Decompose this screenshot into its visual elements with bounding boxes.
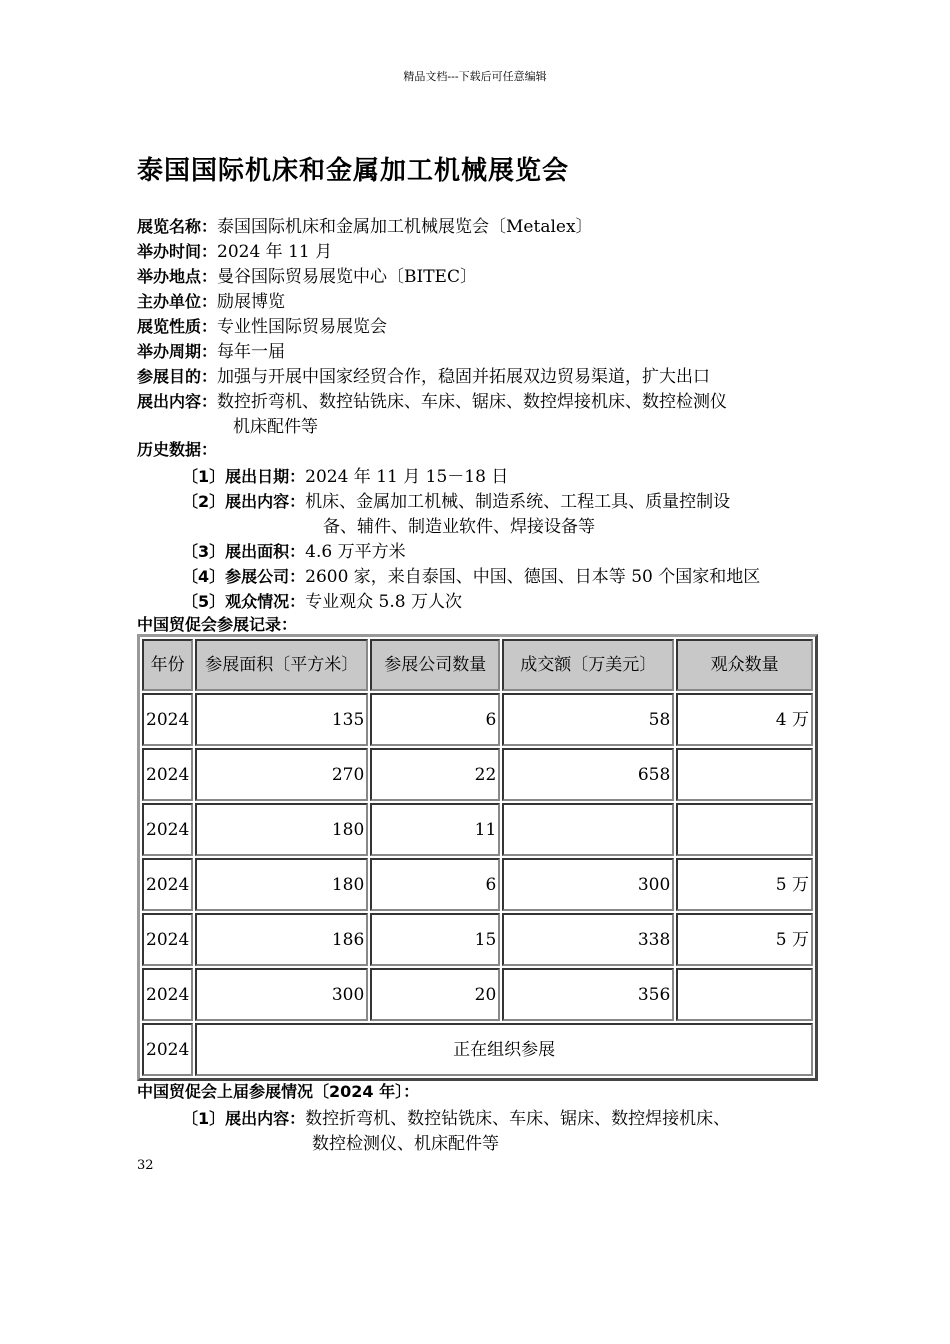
info-label: 展览性质： bbox=[137, 317, 218, 336]
history-item-label: 〔3〕展出面积： bbox=[182, 542, 306, 561]
info-value: 专业性国际贸易展览会 bbox=[217, 317, 388, 337]
cell-visitors bbox=[676, 748, 813, 801]
info-row-time bbox=[137, 237, 332, 262]
history-item bbox=[182, 537, 406, 562]
info-label: 参展目的： bbox=[137, 367, 218, 386]
col-companies: 参展公司数量 bbox=[370, 639, 500, 691]
cell-status: 正在组织参展 bbox=[195, 1023, 813, 1076]
info-row-nature bbox=[137, 312, 387, 337]
col-visitors: 观众数量 bbox=[676, 639, 813, 691]
info-row-name bbox=[137, 212, 593, 237]
cell-year: 2024 bbox=[142, 803, 193, 856]
history-item bbox=[182, 487, 730, 512]
info-label: 主办单位： bbox=[137, 292, 218, 311]
table-row bbox=[142, 1023, 813, 1076]
info-value: 励展博览 bbox=[217, 292, 286, 312]
cell-companies: 6 bbox=[370, 693, 500, 746]
col-deals: 成交额〔万美元〕 bbox=[502, 639, 674, 691]
history-item-label: 〔4〕参展公司： bbox=[182, 567, 306, 586]
history-item-label: 〔5〕观众情况： bbox=[182, 592, 306, 611]
table-row bbox=[142, 913, 813, 966]
info-label: 举办周期： bbox=[137, 342, 218, 361]
last-session-value-continued: 数控检测仪、机床配件等 bbox=[312, 1134, 499, 1154]
history-item-label: 〔2〕展出内容： bbox=[182, 492, 306, 511]
cell-companies: 11 bbox=[370, 803, 500, 856]
page-title: 泰国国际机床和金属加工机械展览会 bbox=[137, 156, 570, 186]
history-heading bbox=[137, 437, 217, 460]
cell-area: 300 bbox=[195, 968, 368, 1021]
info-label: 展览名称： bbox=[137, 217, 218, 236]
history-item-value-continued: 备、辅件、制造业软件、焊接设备等 bbox=[323, 517, 595, 537]
cell-visitors: 5 万 bbox=[676, 913, 813, 966]
cell-year: 2024 bbox=[142, 858, 193, 911]
last-session-heading bbox=[137, 1079, 419, 1102]
last-session-label: 〔1〕展出内容： bbox=[182, 1109, 306, 1128]
cell-deals bbox=[502, 803, 674, 856]
table-header-row bbox=[142, 639, 813, 691]
cell-area: 180 bbox=[195, 803, 368, 856]
last-session-item bbox=[182, 1104, 730, 1129]
cell-visitors: 4 万 bbox=[676, 693, 813, 746]
record-table bbox=[137, 634, 818, 1081]
last-session-value: 数控折弯机、数控钻铣床、车床、锯床、数控焊接机床、 bbox=[305, 1109, 731, 1129]
table-row bbox=[142, 803, 813, 856]
info-row-cycle bbox=[137, 337, 285, 362]
info-label: 展出内容： bbox=[137, 392, 218, 411]
cell-visitors bbox=[676, 968, 813, 1021]
info-value: 曼谷国际贸易展览中心〔BITEC〕 bbox=[217, 267, 477, 287]
col-area: 参展面积〔平方米〕 bbox=[195, 639, 368, 691]
cell-companies: 6 bbox=[370, 858, 500, 911]
cell-year: 2024 bbox=[142, 1023, 193, 1076]
history-item-value: 4.6 万平方米 bbox=[305, 542, 406, 562]
history-item bbox=[182, 562, 760, 587]
info-row-exhibits bbox=[137, 387, 727, 412]
table-row bbox=[142, 748, 813, 801]
history-item-label: 〔1〕展出日期： bbox=[182, 467, 306, 486]
info-label: 举办时间： bbox=[137, 242, 218, 261]
info-row-venue bbox=[137, 262, 477, 287]
cell-area: 270 bbox=[195, 748, 368, 801]
info-value: 每年一届 bbox=[217, 342, 286, 362]
cell-visitors: 5 万 bbox=[676, 858, 813, 911]
cell-deals: 338 bbox=[502, 913, 674, 966]
history-item-value: 2024 年 11 月 15－18 日 bbox=[305, 467, 509, 487]
cell-deals: 658 bbox=[502, 748, 674, 801]
info-value: 数控折弯机、数控钻铣床、车床、锯床、数控焊接机床、数控检测仪 bbox=[217, 392, 728, 412]
table-row bbox=[142, 968, 813, 1021]
info-value-continued: 机床配件等 bbox=[233, 417, 318, 437]
history-item-value: 专业观众 5.8 万人次 bbox=[305, 592, 462, 612]
table-row bbox=[142, 858, 813, 911]
history-item-value: 机床、金属加工机械、制造系统、工程工具、质量控制设 bbox=[305, 492, 731, 512]
history-item bbox=[182, 587, 462, 612]
info-value: 2024 年 11 月 bbox=[217, 242, 333, 262]
cell-year: 2024 bbox=[142, 748, 193, 801]
page-number: 32 bbox=[137, 1158, 154, 1173]
col-year: 年份 bbox=[142, 639, 193, 691]
header-note: 精品文档---下载后可任意编辑 bbox=[403, 70, 547, 83]
cell-companies: 15 bbox=[370, 913, 500, 966]
info-label: 举办地点： bbox=[137, 267, 218, 286]
record-title: 中国贸促会参展记录： bbox=[137, 615, 298, 634]
info-row-purpose bbox=[137, 362, 710, 387]
cell-deals: 300 bbox=[502, 858, 674, 911]
last-session-title: 中国贸促会上届参展情况〔2024 年〕： bbox=[137, 1082, 420, 1101]
cell-deals: 58 bbox=[502, 693, 674, 746]
cell-companies: 20 bbox=[370, 968, 500, 1021]
cell-year: 2024 bbox=[142, 693, 193, 746]
table-row bbox=[142, 693, 813, 746]
cell-area: 186 bbox=[195, 913, 368, 966]
cell-visitors bbox=[676, 803, 813, 856]
cell-year: 2024 bbox=[142, 968, 193, 1021]
history-label: 历史数据： bbox=[137, 440, 218, 459]
history-item bbox=[182, 462, 508, 487]
cell-companies: 22 bbox=[370, 748, 500, 801]
cell-year: 2024 bbox=[142, 913, 193, 966]
history-item-value: 2600 家，来自泰国、中国、德国、日本等 50 个国家和地区 bbox=[305, 567, 761, 587]
cell-area: 180 bbox=[195, 858, 368, 911]
cell-deals: 356 bbox=[502, 968, 674, 1021]
info-value: 泰国国际机床和金属加工机械展览会〔Metalex〕 bbox=[217, 217, 593, 237]
info-row-organizer bbox=[137, 287, 285, 312]
info-value: 加强与开展中国家经贸合作，稳固并拓展双边贸易渠道，扩大出口 bbox=[217, 367, 711, 387]
cell-area: 135 bbox=[195, 693, 368, 746]
record-heading bbox=[137, 612, 297, 635]
